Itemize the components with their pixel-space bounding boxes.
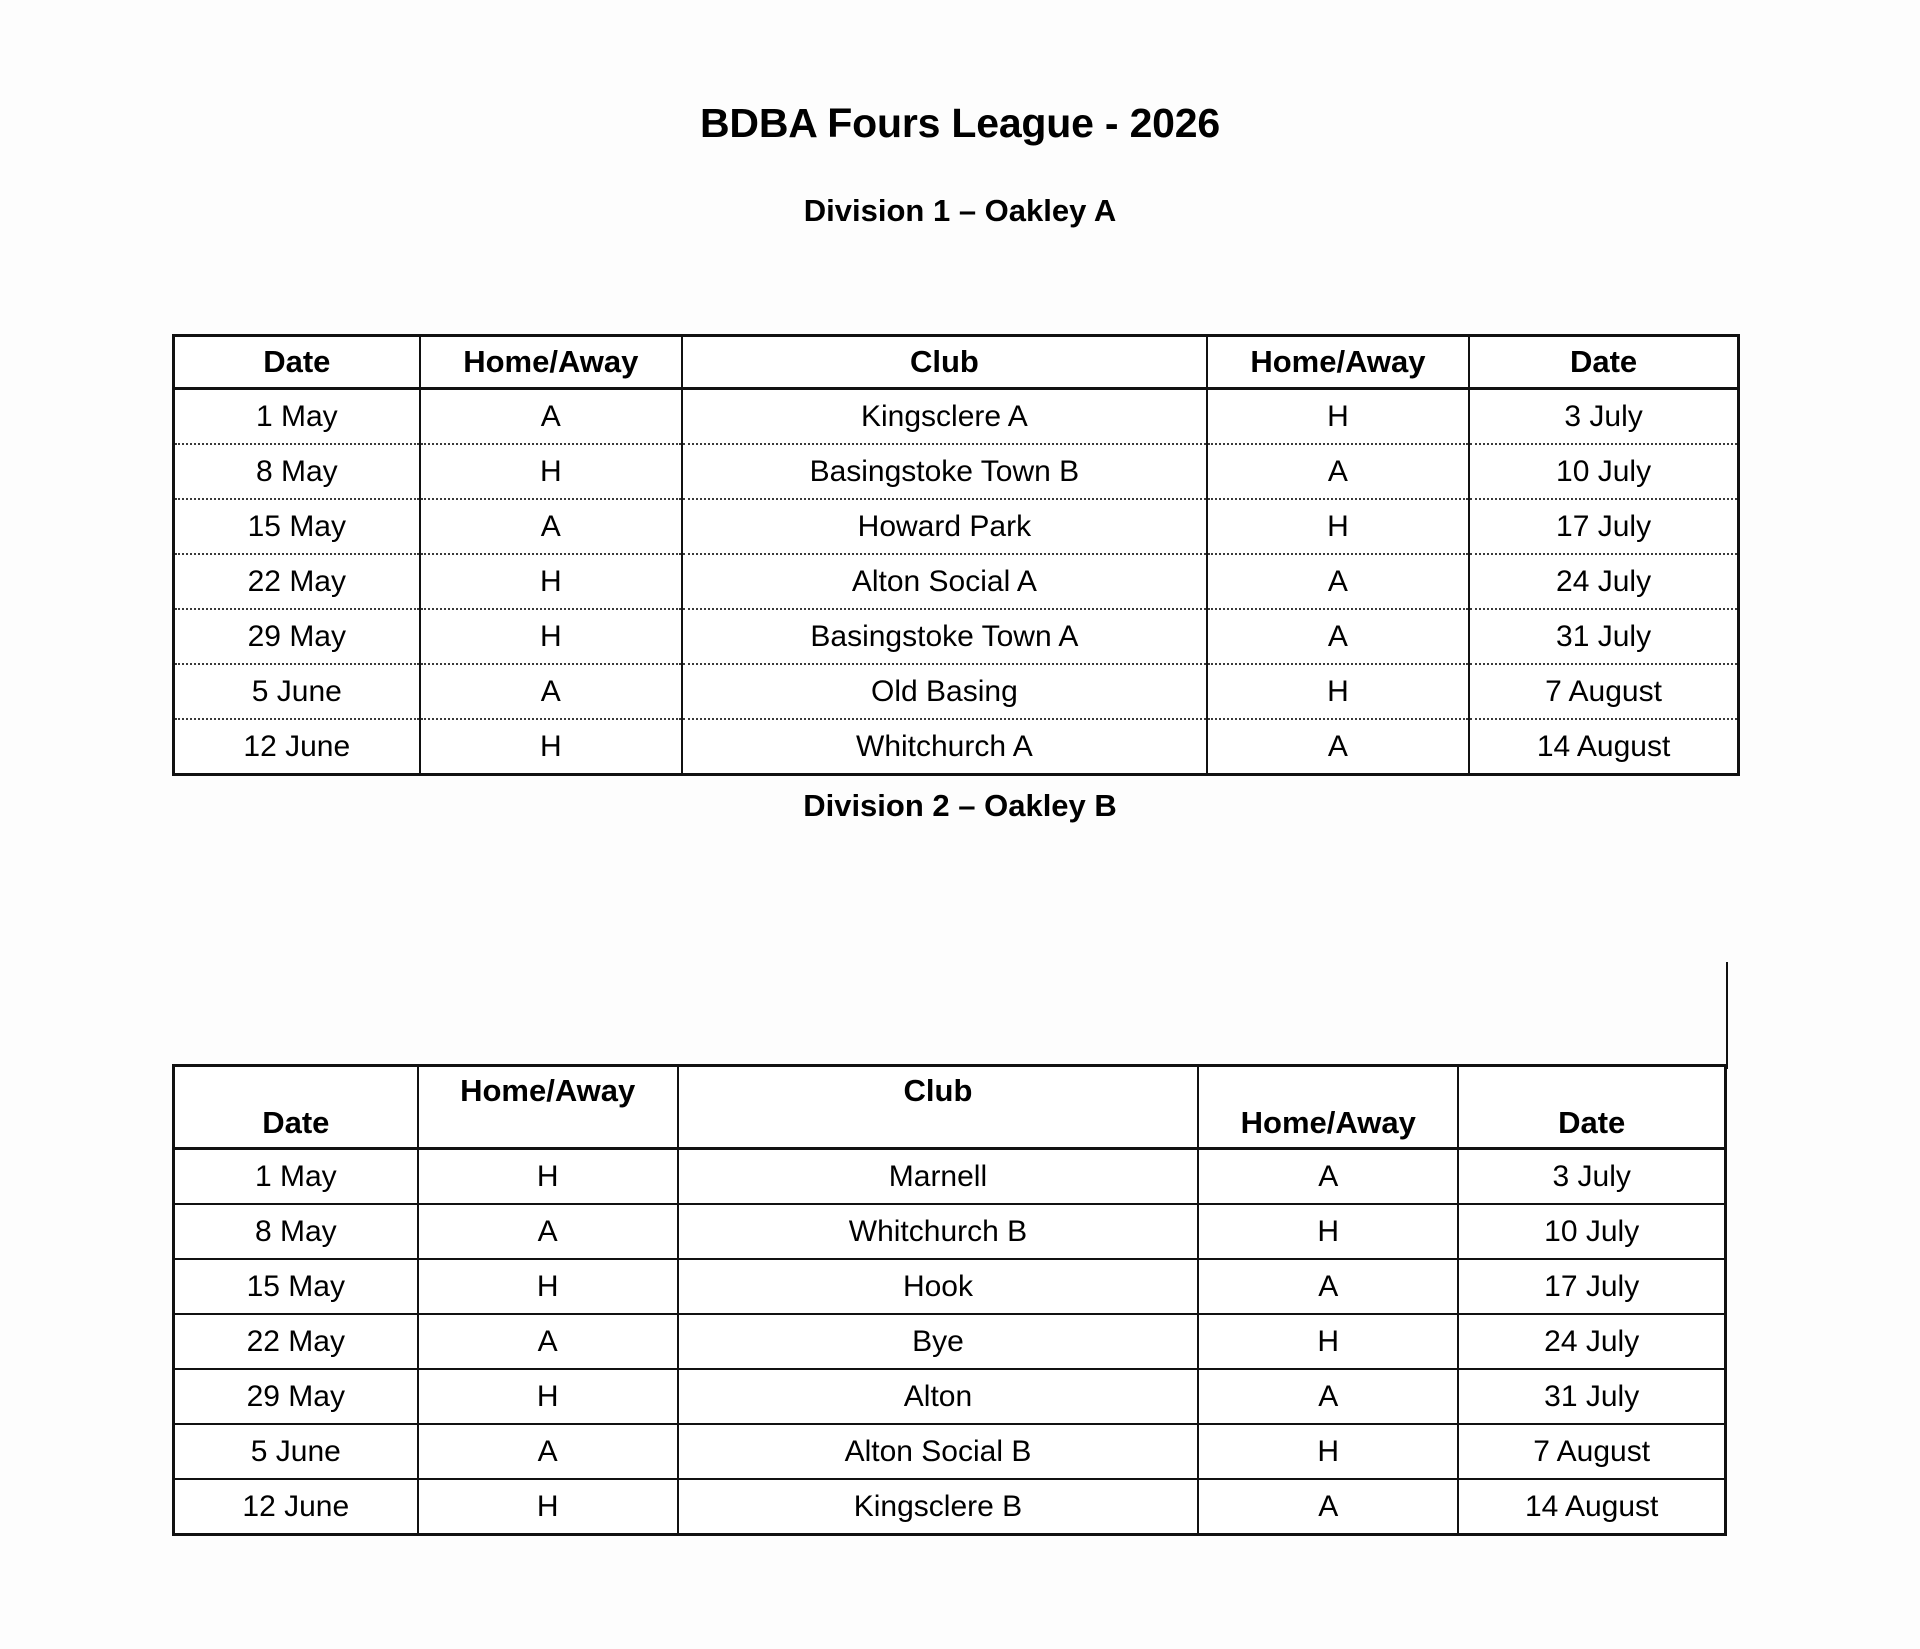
column-header-date-right: Date [1458, 1066, 1725, 1149]
cell-club: Basingstoke Town B [682, 444, 1207, 499]
cell-homeaway-right: H [1198, 1424, 1458, 1479]
table-row [174, 664, 1739, 719]
division-2-heading: Division 2 – Oakley B [803, 788, 1117, 823]
cell-homeaway-left: H [418, 1369, 678, 1424]
column-header-homeaway-right: Home/Away [1207, 336, 1469, 389]
table-row [174, 389, 1739, 445]
cell-club: Whitchurch A [682, 719, 1207, 775]
division-1-heading: Division 1 – Oakley A [803, 193, 1117, 228]
stray-vertical-rule [1726, 962, 1728, 1069]
cell-date-right: 17 July [1458, 1259, 1725, 1314]
cell-date-left: 1 May [174, 1149, 418, 1205]
cell-date-right: 10 July [1458, 1204, 1725, 1259]
cell-homeaway-left: A [418, 1424, 678, 1479]
cell-club: Kingsclere B [678, 1479, 1198, 1535]
cell-homeaway-right: A [1207, 554, 1469, 609]
cell-date-left: 29 May [174, 1369, 418, 1424]
cell-date-left: 12 June [174, 1479, 418, 1535]
table-row [174, 1424, 1726, 1479]
cell-homeaway-left: A [420, 499, 682, 554]
cell-homeaway-left: H [420, 609, 682, 664]
division-2-fixtures-table [172, 1064, 1727, 1536]
cell-club: Alton Social A [682, 554, 1207, 609]
table-header-row [174, 336, 1739, 389]
table-row [174, 499, 1739, 554]
cell-date-left: 22 May [174, 554, 420, 609]
table-row [174, 1204, 1726, 1259]
cell-date-right: 24 July [1469, 554, 1738, 609]
cell-club: Marnell [678, 1149, 1198, 1205]
column-header-date-left: Date [174, 336, 420, 389]
cell-date-right: 24 July [1458, 1314, 1725, 1369]
table-row [174, 1369, 1726, 1424]
cell-homeaway-right: H [1198, 1314, 1458, 1369]
cell-date-right: 7 August [1458, 1424, 1725, 1479]
cell-homeaway-left: A [420, 664, 682, 719]
page-title: BDBA Fours League - 2026 [700, 100, 1220, 146]
cell-homeaway-right: H [1207, 664, 1469, 719]
cell-club: Old Basing [682, 664, 1207, 719]
cell-date-right: 14 August [1458, 1479, 1725, 1535]
cell-homeaway-right: A [1198, 1259, 1458, 1314]
cell-date-right: 10 July [1469, 444, 1738, 499]
cell-club: Kingsclere A [682, 389, 1207, 445]
table-row [174, 1479, 1726, 1535]
cell-homeaway-left: A [420, 389, 682, 445]
cell-date-left: 8 May [174, 1204, 418, 1259]
cell-club: Alton Social B [678, 1424, 1198, 1479]
cell-date-left: 5 June [174, 1424, 418, 1479]
division-1-fixtures-table [172, 334, 1740, 776]
cell-date-left: 8 May [174, 444, 420, 499]
cell-homeaway-right: H [1198, 1204, 1458, 1259]
cell-date-left: 15 May [174, 499, 420, 554]
table-row [174, 609, 1739, 664]
cell-date-right: 7 August [1469, 664, 1738, 719]
column-header-date-right: Date [1469, 336, 1738, 389]
cell-club: Whitchurch B [678, 1204, 1198, 1259]
cell-date-left: 15 May [174, 1259, 418, 1314]
cell-date-right: 31 July [1469, 609, 1738, 664]
cell-homeaway-left: H [418, 1479, 678, 1535]
cell-homeaway-left: H [418, 1149, 678, 1205]
table-row [174, 444, 1739, 499]
column-header-club: Club [682, 336, 1207, 389]
cell-club: Bye [678, 1314, 1198, 1369]
cell-date-right: 31 July [1458, 1369, 1725, 1424]
cell-homeaway-right: A [1207, 444, 1469, 499]
table-row [174, 1314, 1726, 1369]
cell-homeaway-right: A [1207, 609, 1469, 664]
cell-club: Basingstoke Town A [682, 609, 1207, 664]
cell-homeaway-right: A [1198, 1149, 1458, 1205]
cell-club: Howard Park [682, 499, 1207, 554]
cell-date-left: 1 May [174, 389, 420, 445]
cell-homeaway-left: H [418, 1259, 678, 1314]
cell-homeaway-left: H [420, 444, 682, 499]
cell-homeaway-left: H [420, 719, 682, 775]
cell-club: Alton [678, 1369, 1198, 1424]
cell-date-right: 3 July [1458, 1149, 1725, 1205]
table-row [174, 719, 1739, 775]
cell-date-left: 22 May [174, 1314, 418, 1369]
cell-homeaway-left: A [418, 1314, 678, 1369]
cell-homeaway-right: H [1207, 389, 1469, 445]
cell-homeaway-right: A [1198, 1369, 1458, 1424]
cell-club: Hook [678, 1259, 1198, 1314]
cell-date-right: 3 July [1469, 389, 1738, 445]
cell-homeaway-right: A [1207, 719, 1469, 775]
column-header-homeaway-right: Home/Away [1198, 1066, 1458, 1149]
cell-date-right: 14 August [1469, 719, 1738, 775]
column-header-homeaway-left: Home/Away [418, 1066, 678, 1149]
cell-homeaway-left: H [420, 554, 682, 609]
cell-homeaway-left: A [418, 1204, 678, 1259]
cell-date-right: 17 July [1469, 499, 1738, 554]
column-header-date-left: Date [174, 1066, 418, 1149]
cell-homeaway-right: A [1198, 1479, 1458, 1535]
column-header-homeaway-left: Home/Away [420, 336, 682, 389]
column-header-club: Club [678, 1066, 1198, 1149]
table-row [174, 554, 1739, 609]
cell-homeaway-right: H [1207, 499, 1469, 554]
table-header-row [174, 1066, 1726, 1149]
cell-date-left: 5 June [174, 664, 420, 719]
cell-date-left: 12 June [174, 719, 420, 775]
table-row [174, 1259, 1726, 1314]
table-row [174, 1149, 1726, 1205]
cell-date-left: 29 May [174, 609, 420, 664]
